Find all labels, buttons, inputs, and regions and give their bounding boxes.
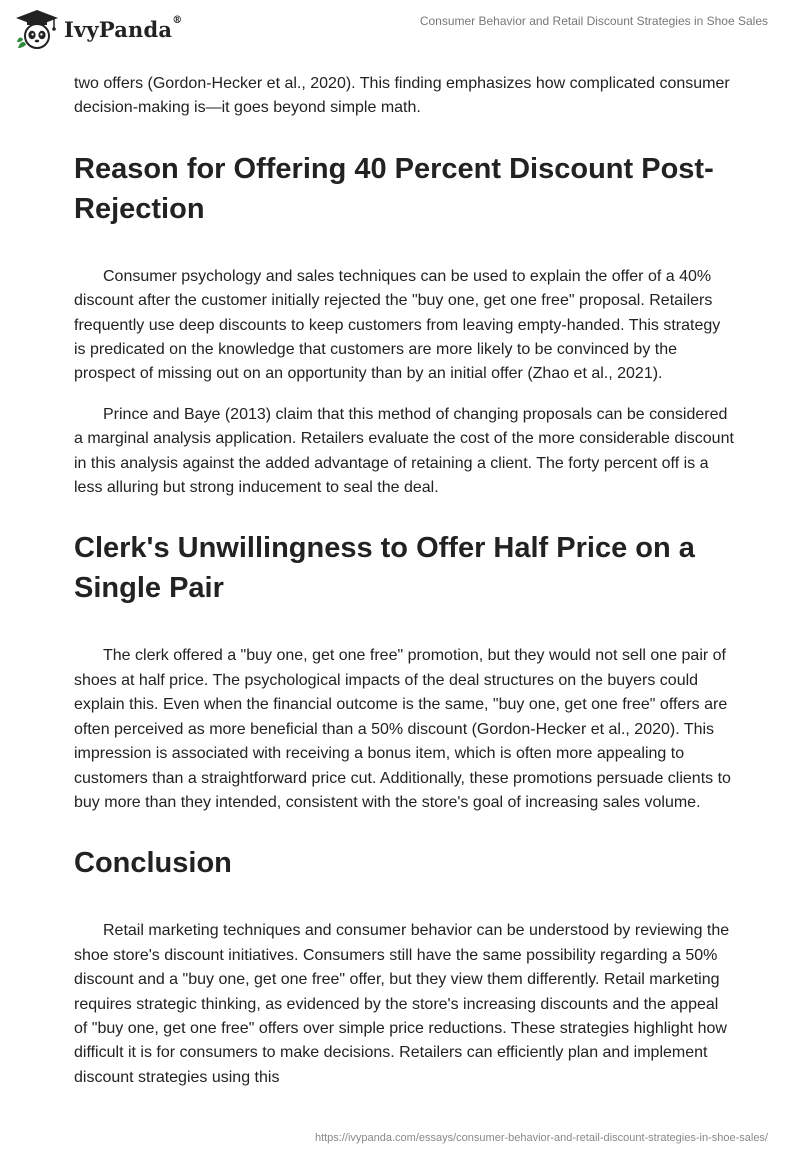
section-heading-clerk-unwillingness: Clerk's Unwillingness to Offer Half Price on a Single Pair: [74, 532, 695, 605]
page-header: [0, 0, 800, 66]
panda-graduate-icon: [14, 8, 60, 50]
source-url[interactable]: https://ivypanda.com/essays/consumer-behavior-and-retail-discount-strategies-in-shoe-sales/: [314, 1132, 768, 1144]
paragraph: The clerk offered a "buy one, get one free" promotion, but they would not sell one pair of shoes at half price. The psychological impacts of the deal structures on the buyers could explain this. Even when the financial outcome is the same, "buy one, get one free" offers are often perceived as more beneficial than a 50% discount (Gordon-Hecker et al., 2020). This impression is associated with receiving a bonus item, which is often more appealing to customers than a straightforward price cut. Additionally, these promotions persuade clients to buy more than they intended, consistent with the store's goal of increasing sales volume.: [74, 647, 731, 811]
paragraph: Consumer psychology and sales techniques can be used to explain the offer of a 40% discount after the customer initially rejected the "buy one, get one free" proposal. Retailers frequently use deep discounts to keep customers from leaving empty-handed. This strategy is predicated on the knowledge that customers are more likely to be convinced by the prospect of missing out on an opportunity than by an initial offer (Zhao et al., 2021).: [74, 267, 721, 383]
paragraph: Prince and Baye (2013) claim that this method of changing proposals can be considered a marginal analysis application. Retailers evaluate the cost of the more considerable discount in this analysis against the added advantage of retaining a client. The forty percent off is a less alluring but strong inducement to seal the deal.: [74, 405, 734, 497]
brand-logo[interactable]: [14, 8, 182, 50]
section-heading-discount-reason: Reason for Offering 40 Percent Discount Post-Rejection: [74, 152, 714, 225]
essay-content: [74, 72, 734, 1090]
intro-paragraph: two offers (Gordon-Hecker et al., 2020). This finding emphasizes how complicated consumer decision-making is—it goes beyond simple math.: [74, 75, 730, 117]
brand-name: [64, 14, 183, 42]
paragraph: Retail marketing techniques and consumer behavior can be understood by reviewing the shoe store's discount initiatives. Consumers still have the same possibility regarding a 50% discount and a "buy one, get one free" offer, but they view them differently. Retail marketing requires strategic thinking, as evidenced by the store's increasing discounts and the appeal of "buy one, get one free" offers over simple price reductions. These strategies highlight how difficult it is for consumers to make decisions. Retailers can efficiently plan and implement discount strategies using this: [74, 922, 730, 1086]
section-heading-conclusion: Conclusion: [74, 847, 232, 880]
brand-name-text: IvyPanda: [64, 16, 173, 42]
document-title: Consumer Behavior and Retail Discount Strategies in Shoe Sales: [419, 14, 768, 28]
registered-mark: ®: [172, 14, 183, 26]
